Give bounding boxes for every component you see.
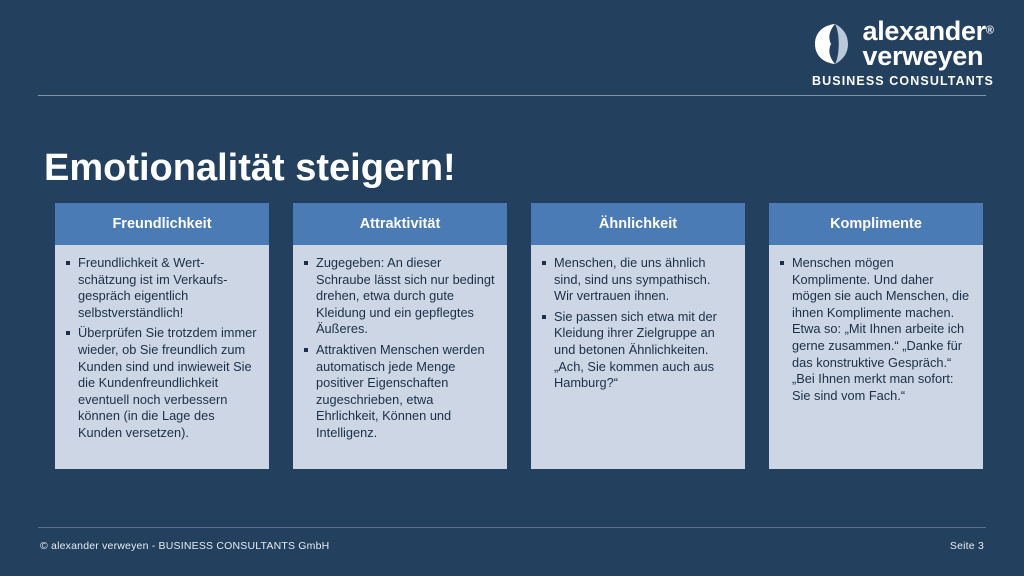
column-body [769, 245, 983, 469]
column-attraktivitaet [293, 203, 507, 469]
logo-name-line2: verweyen [862, 40, 984, 71]
column-heading: Freundlichkeit [55, 203, 269, 245]
list-item: Sie passen sich etwa mit der Kleidung ihrer Zielgruppe an und betonen Ähnlichkeiten. „Ach, Sie kommen auch aus Hamburg?“ [541, 309, 733, 392]
content-columns [55, 203, 971, 469]
bullet-list [65, 255, 257, 442]
header-divider [38, 95, 986, 96]
logo-name-line1: alexander [862, 16, 986, 46]
footer-divider [38, 527, 986, 528]
list-item: Menschen, die uns ähnlich sind, sind uns sympathisch. Wir vertrauen ihnen. [541, 255, 733, 305]
footer-page-number: Seite 3 [949, 540, 984, 552]
column-body [531, 245, 745, 469]
page-title: Emotionalität steigern! [44, 147, 456, 190]
column-komplimente [769, 203, 983, 469]
list-item: Attraktiven Menschen werden automatisch jede Menge positiver Eigenschaften zugeschrieben, etwa Ehrlichkeit, Können und Intelligenz. [303, 342, 495, 442]
column-heading: Attraktivität [293, 203, 507, 245]
logo-row [809, 18, 994, 70]
list-item: Freundlichkeit & Wert-schätzung ist im Verkaufs-gespräch eigentlich selbstverständlich! [65, 255, 257, 321]
column-heading: Komplimente [769, 203, 983, 245]
column-freundlichkeit [55, 203, 269, 469]
list-item: Zugegeben: An dieser Schraube lässt sich nur bedingt drehen, etwa durch gute Kleidung und ein gepflegtes Äußeres. [303, 255, 495, 338]
brand-logo [809, 18, 994, 88]
bullet-list [541, 255, 733, 392]
footer-copyright: © alexander verweyen - BUSINESS CONSULTANTS GmbH [40, 540, 330, 552]
column-aehnlichkeit [531, 203, 745, 469]
logo-wordmark [863, 18, 994, 70]
logo-tagline: BUSINESS CONSULTANTS [812, 74, 994, 89]
column-body [293, 245, 507, 469]
list-item: Überprüfen Sie trotzdem immer wieder, ob Sie freundlich zum Kunden sind und inwieweit Sie die Kundenfreundlichkeit eventuell noch verbessern können (in die Lage des Kunden versetzen). [65, 325, 257, 441]
bullet-list [779, 255, 971, 404]
leaf-mark-icon [809, 22, 853, 66]
bullet-list [303, 255, 495, 442]
registered-mark: ® [985, 24, 994, 37]
column-heading: Ähnlichkeit [531, 203, 745, 245]
column-body [55, 245, 269, 469]
list-item: Menschen mögen Komplimente. Und daher mögen sie auch Menschen, die ihnen Komplimente machen. Etwa so: „Mit Ihnen arbeite ich gerne zusammen.“ „Danke für das konstruktive Gespräch.“ „Bei Ihnen merkt man sofort: Sie sind vom Fach.“ [779, 255, 971, 404]
